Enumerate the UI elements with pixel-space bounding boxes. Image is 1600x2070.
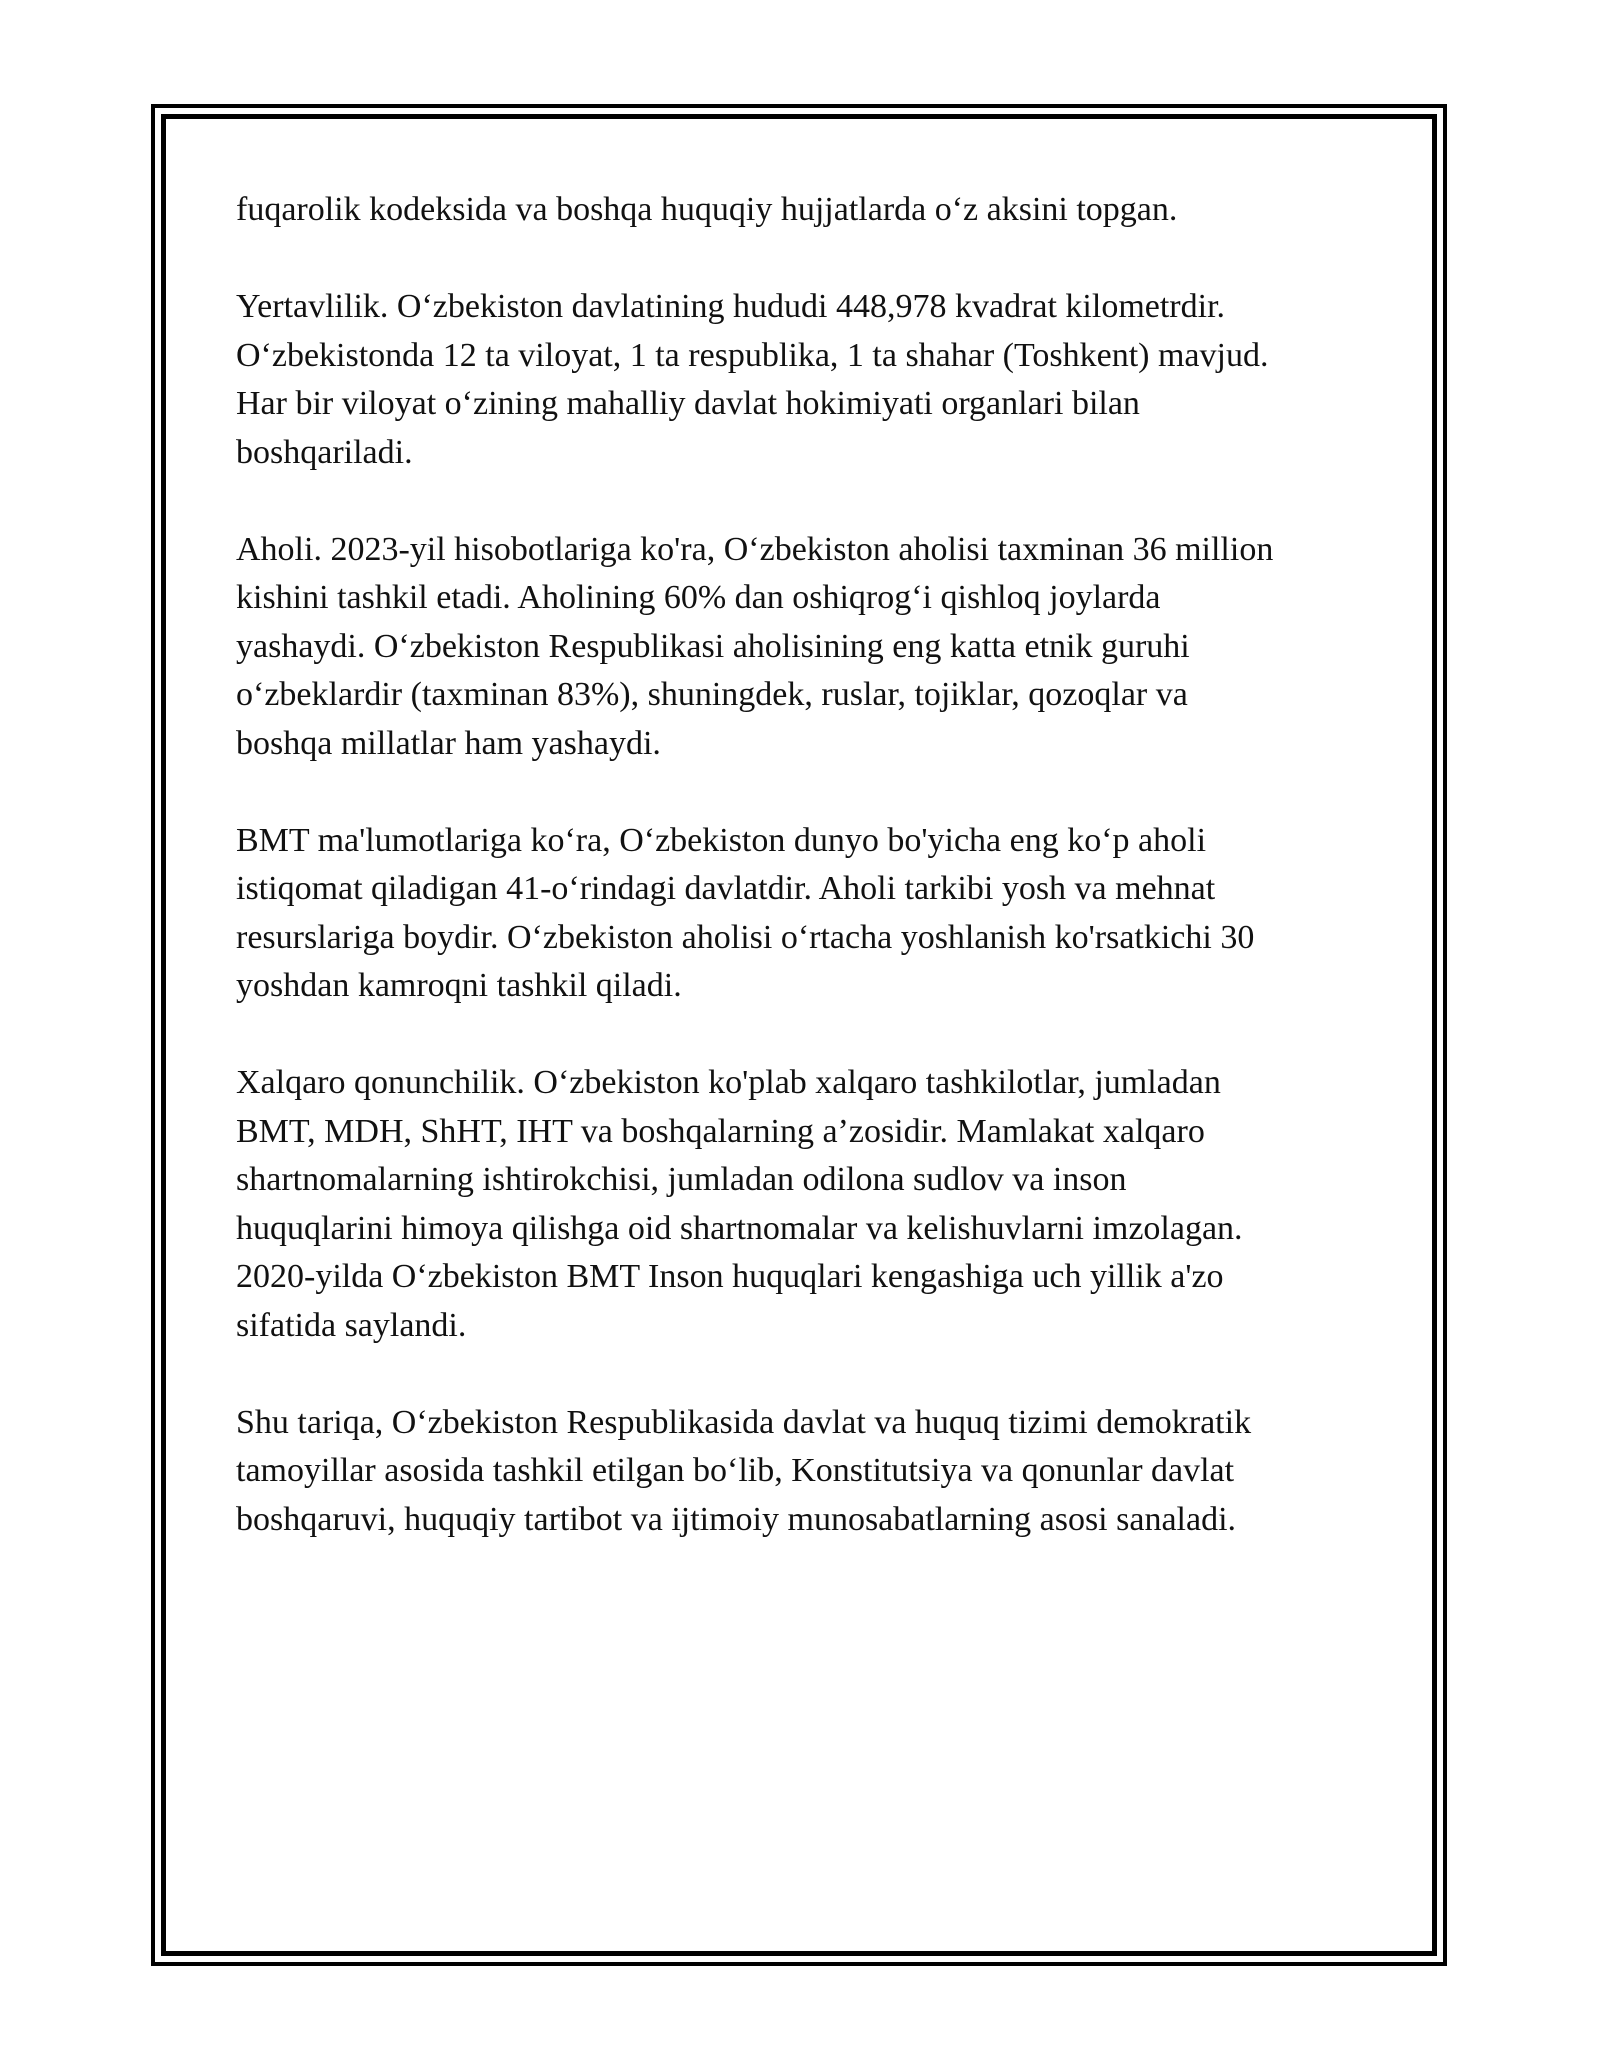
text-line: tamoyillar asosida tashkil etilgan bo‘lib, Konstitutsiya va qonunlar davlat: [236, 1452, 1235, 1489]
text-line: boshqa millatlar ham yashaydi.: [236, 724, 661, 762]
text-line: BMT, MDH, ShHT, IHT va boshqalarning a’zosidir. Mamlakat xalqaro: [236, 1112, 1205, 1150]
text-line: BMT ma'lumotlariga ko‘ra, O‘zbekiston dunyo bo'yicha eng ko‘p aholi: [236, 821, 1207, 859]
text-line: Har bir viloyat o‘zining mahalliy davlat hokimiyati organlari bilan: [236, 385, 1140, 422]
text-line: sifatida saylandi.: [236, 1306, 467, 1344]
text-line: boshqaruvi, huquqiy tartibot va ijtimoiy munosabatlarning asosi sanaladi.: [236, 1500, 1237, 1538]
paragraph-intro: [236, 186, 1366, 235]
paragraph-conclusion: [236, 1399, 1366, 1545]
text-line: Yertavlilik. O‘zbekiston davlatining hududi 448,978 kvadrat kilometrdir.: [236, 288, 1226, 325]
text-line: 2020-yilda O‘zbekiston BMT Inson huquqlari kengashiga uch yillik a'zo: [236, 1258, 1224, 1295]
text-line: Xalqaro qonunchilik. O‘zbekiston ko'plab xalqaro tashkilotlar, jumladan: [236, 1064, 1221, 1101]
paragraph-international-law: [236, 1059, 1366, 1350]
text-line: huquqlarini himoya qilishga oid shartnomalar va kelishuvlarni imzolagan.: [236, 1209, 1243, 1247]
text-line: Shu tariqa, O‘zbekiston Respublikasida davlat va huquq tizimi demokratik: [236, 1403, 1252, 1441]
text-line: boshqariladi.: [236, 433, 413, 471]
text-line: yoshdan kamroqni tashkil qiladi.: [236, 967, 682, 1004]
text-line: O‘zbekistonda 12 ta viloyat, 1 ta respublika, 1 ta shahar (Toshkent) mavjud.: [236, 336, 1269, 374]
paragraph-un-data: [236, 817, 1366, 1011]
paragraph-territory: [236, 283, 1366, 477]
text-line: fuqarolik kodeksida va boshqa huquqiy hujjatlarda o‘z aksini topgan.: [236, 191, 1178, 228]
document-body: [236, 186, 1366, 1593]
text-line: o‘zbeklardir (taxminan 83%), shuningdek, ruslar, tojiklar, qozoqlar va: [236, 676, 1188, 713]
text-line: istiqomat qiladigan 41-o‘rindagi davlatdir. Aholi tarkibi yosh va mehnat: [236, 870, 1216, 907]
text-line: shartnomalarning ishtirokchisi, jumladan odilona sudlov va inson: [236, 1161, 1127, 1198]
text-line: resurslariga boydir. O‘zbekiston aholisi o‘rtacha yoshlanish ko'rsatkichi 30: [236, 918, 1255, 956]
text-line: kishini tashkil etadi. Aholining 60% dan oshiqrog‘i qishloq joylarda: [236, 579, 1161, 616]
paragraph-population: [236, 526, 1366, 769]
text-line: Aholi. 2023-yil hisobotlariga ko'ra, O‘zbekiston aholisi taxminan 36 million: [236, 530, 1274, 568]
text-line: yashaydi. O‘zbekiston Respublikasi aholisining eng katta etnik guruhi: [236, 627, 1190, 665]
